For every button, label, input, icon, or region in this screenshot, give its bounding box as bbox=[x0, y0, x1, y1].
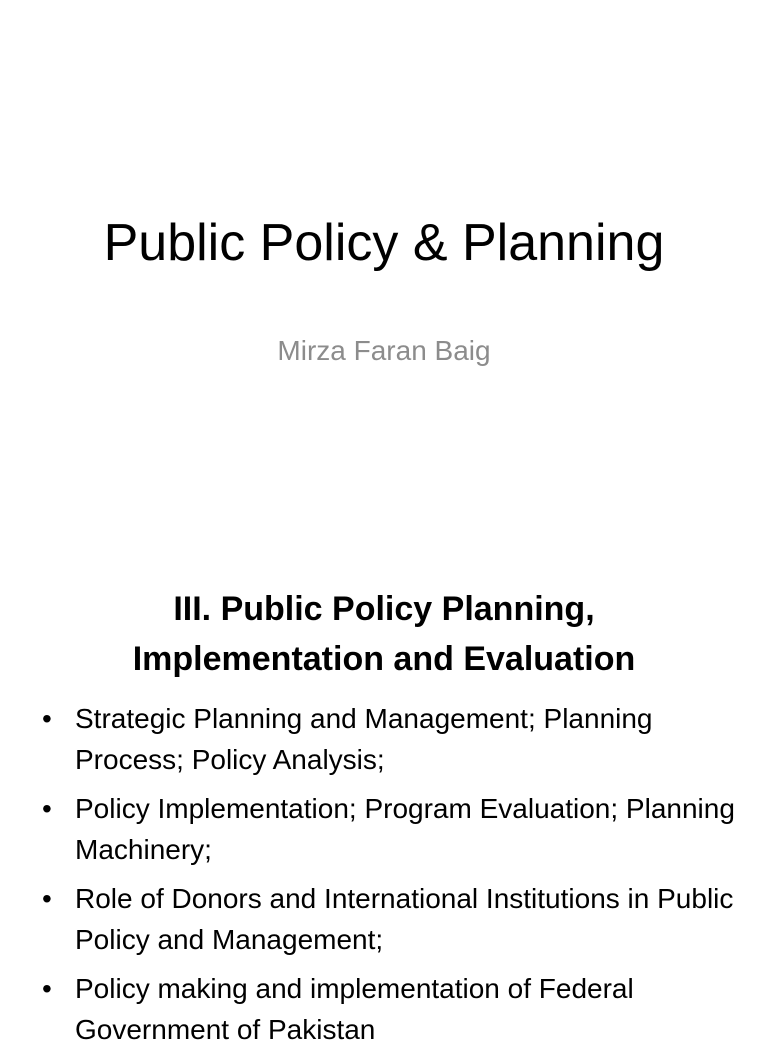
list-item bbox=[42, 788, 742, 870]
list-item-text: Policy Implementation; Program Evaluation; Planning Machinery; bbox=[75, 793, 735, 865]
list-item-text: Policy making and implementation of Federal Government of Pakistan bbox=[75, 973, 634, 1045]
bullet-icon: • bbox=[42, 883, 52, 914]
topic-list bbox=[42, 698, 742, 1058]
presentation-author: Mirza Faran Baig bbox=[277, 335, 491, 366]
list-item bbox=[42, 968, 742, 1050]
section-heading-line-1: III. Public Policy Planning, bbox=[173, 590, 595, 628]
presentation-title: Public Policy & Planning bbox=[103, 214, 665, 272]
section-heading bbox=[0, 584, 768, 684]
list-item bbox=[42, 698, 742, 780]
list-item bbox=[42, 878, 742, 960]
bullet-icon: • bbox=[42, 703, 52, 734]
bullet-icon: • bbox=[42, 973, 52, 1004]
list-item-text: Role of Donors and International Institutions in Public Policy and Management; bbox=[75, 883, 734, 955]
section-heading-line-2: Implementation and Evaluation bbox=[132, 640, 636, 678]
list-item-text: Strategic Planning and Management; Planning Process; Policy Analysis; bbox=[75, 703, 653, 775]
bullet-icon: • bbox=[42, 793, 52, 824]
content-slide bbox=[0, 560, 768, 1045]
